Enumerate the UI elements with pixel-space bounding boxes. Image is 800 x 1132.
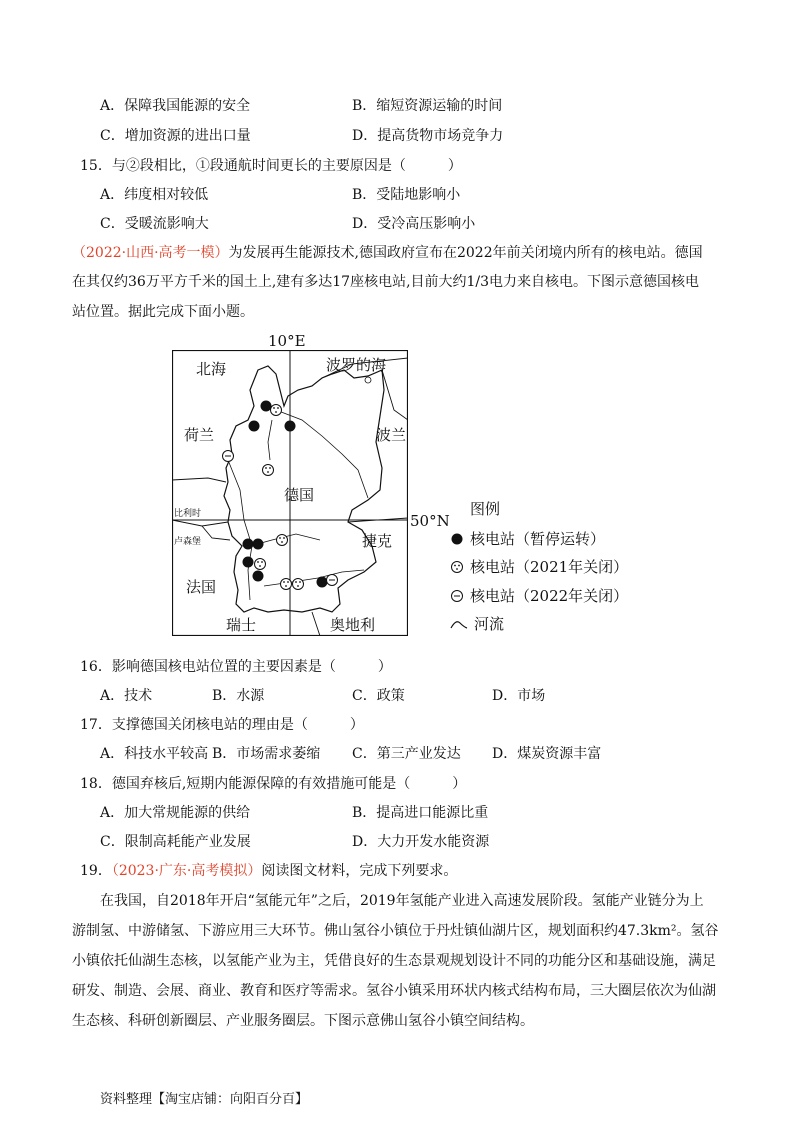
plant-close-2021 bbox=[277, 535, 288, 546]
plant-close-2021 bbox=[281, 579, 292, 590]
q19-para-line-1: 在我国，自2018年开启“氢能元年”之后，2019年氢能产业进入高速发展阶段。氢能产业链分为上 bbox=[100, 893, 704, 909]
q16-option-d: D．市场 bbox=[492, 688, 546, 704]
plant-close-2021 bbox=[293, 579, 304, 590]
plant-suspended bbox=[249, 421, 260, 432]
plant-suspended bbox=[261, 401, 272, 412]
q16-option-b: B．水源 bbox=[212, 688, 265, 704]
legend-title: 图例 bbox=[470, 500, 501, 518]
legend-river-label: 河流 bbox=[474, 615, 505, 633]
q16-stem: 16．影响德国核电站位置的主要因素是（ ） bbox=[80, 659, 392, 675]
closed-2022-plant-icon bbox=[450, 589, 464, 603]
plant-suspended bbox=[317, 577, 328, 588]
meridian-label: 10°E bbox=[268, 332, 306, 350]
germany-nuclear-map bbox=[172, 350, 408, 636]
q15-option-a: A．纬度相对较低 bbox=[100, 187, 209, 203]
river-icon bbox=[450, 617, 468, 631]
q19-source-tag: （2023·广东·高考模拟） bbox=[111, 863, 262, 879]
label-switzerland: 瑞士 bbox=[226, 616, 257, 634]
plant-suspended bbox=[285, 421, 296, 432]
page-footer: 资料整理【淘宝店铺：向阳百分百】 bbox=[100, 1092, 309, 1107]
label-poland: 波兰 bbox=[376, 426, 407, 444]
q19-para-line-3: 小镇依托仙湖生态核，以氢能产业为主，凭借良好的生态景观规划设计不同的功能分区和基础设施，满足 bbox=[72, 953, 716, 969]
q17-option-d: D．煤炭资源丰富 bbox=[492, 746, 602, 762]
q19-para-line-4: 研发、制造、会展、商业、教育和医疗等需求。氢谷小镇采用环状内核式结构布局，三大圈层依次为仙湖 bbox=[72, 983, 716, 999]
q17-stem: 17．支撑德国关闭核电站的理由是（ ） bbox=[80, 717, 364, 733]
legend-close-2021-label: 核电站（2021年关闭） bbox=[470, 558, 629, 576]
intro-line-3: 站位置。据此完成下面小题。 bbox=[72, 304, 254, 320]
intro-line-2: 在其仅约36万平方千米的国土上,建有多达17座核电站,目前大约1/3电力来自核电。下图示意德国核电 bbox=[72, 274, 700, 290]
q15-option-b: B．受陆地影响小 bbox=[352, 187, 461, 203]
plant-suspended bbox=[253, 539, 264, 550]
label-czech: 捷克 bbox=[362, 532, 393, 550]
closed-2021-plant-icon bbox=[450, 560, 464, 574]
intro-source-tag: （2022·山西·高考一模） bbox=[72, 245, 229, 261]
q19-para-line-2: 游制氢、中游储氢、下游应用三大环节。佛山氢谷小镇位于丹灶镇仙湖片区，规划面积约47.3km²。氢谷 bbox=[72, 923, 719, 939]
q15-stem: 15．与②段相比，①段通航时间更长的主要原因是（ ） bbox=[80, 158, 462, 174]
legend-suspended bbox=[450, 528, 605, 549]
legend-suspended-label: 核电站（暂停运转） bbox=[470, 530, 606, 548]
q18-option-c: C．限制高耗能产业发展 bbox=[100, 834, 251, 850]
legend-river bbox=[450, 613, 504, 634]
q15-option-d: D．受冷高压影响小 bbox=[352, 216, 476, 232]
q18-option-b: B．提高进口能源比重 bbox=[352, 805, 489, 821]
label-north-sea: 北海 bbox=[196, 360, 227, 378]
plant-suspended bbox=[243, 557, 254, 568]
legend-close-2022-label: 核电站（2022年关闭） bbox=[470, 587, 629, 605]
q16-option-a: A．技术 bbox=[100, 688, 153, 704]
plant-suspended bbox=[253, 571, 264, 582]
q16-option-c: C．政策 bbox=[352, 688, 405, 704]
label-netherlands: 荷兰 bbox=[184, 426, 215, 444]
q17-option-b: B．市场需求萎缩 bbox=[212, 746, 321, 762]
q19-stem-text: 阅读图文材料，完成下列要求。 bbox=[261, 863, 458, 879]
q19-para-line-5: 生态核、科研创新圈层、产业服务圈层。下图示意佛山氢谷小镇空间结构。 bbox=[72, 1013, 534, 1029]
q14-option-a: A．保障我国能源的安全 bbox=[100, 98, 251, 114]
label-baltic-sea: 波罗的海 bbox=[326, 356, 387, 374]
intro-line-1-text: 为发展再生能源技术,德国政府宣布在2022年前关闭境内所有的核电站。德国 bbox=[228, 245, 703, 261]
q19-number: 19． bbox=[80, 863, 112, 879]
plant-close-2021 bbox=[271, 405, 282, 416]
q18-stem: 18．德国弃核后,短期内能源保障的有效措施可能是（ ） bbox=[80, 776, 467, 792]
q15-option-c: C．受暖流影响大 bbox=[100, 216, 209, 232]
label-austria: 奥地利 bbox=[330, 616, 376, 634]
plant-suspended bbox=[243, 539, 254, 550]
plant-close-2022 bbox=[327, 575, 338, 586]
label-belgium: 比利时 bbox=[174, 509, 202, 519]
legend-close-2021 bbox=[450, 556, 628, 577]
q18-option-a: A．加大常规能源的供给 bbox=[100, 805, 251, 821]
q19-stem-line bbox=[80, 861, 457, 881]
q18-option-d: D．大力开发水能资源 bbox=[352, 834, 490, 850]
legend-close-2022 bbox=[450, 585, 628, 606]
q17-option-c: C．第三产业发达 bbox=[352, 746, 461, 762]
label-france: 法国 bbox=[186, 578, 217, 596]
q14-option-c: C．增加资源的进出口量 bbox=[100, 128, 251, 144]
q14-option-b: B．缩短资源运输的时间 bbox=[352, 98, 503, 114]
label-germany: 德国 bbox=[284, 486, 315, 504]
plant-close-2021 bbox=[255, 559, 266, 570]
q17-option-a: A．科技水平较高 bbox=[100, 746, 209, 762]
label-luxembourg: 卢森堡 bbox=[174, 537, 202, 547]
suspended-plant-icon bbox=[450, 532, 464, 546]
q14-option-d: D．提高货物市场竞争力 bbox=[352, 128, 504, 144]
parallel-label: 50°N bbox=[410, 512, 450, 530]
intro-line-1 bbox=[72, 243, 703, 263]
plant-close-2021 bbox=[263, 465, 274, 476]
plant-close-2022 bbox=[223, 451, 234, 462]
